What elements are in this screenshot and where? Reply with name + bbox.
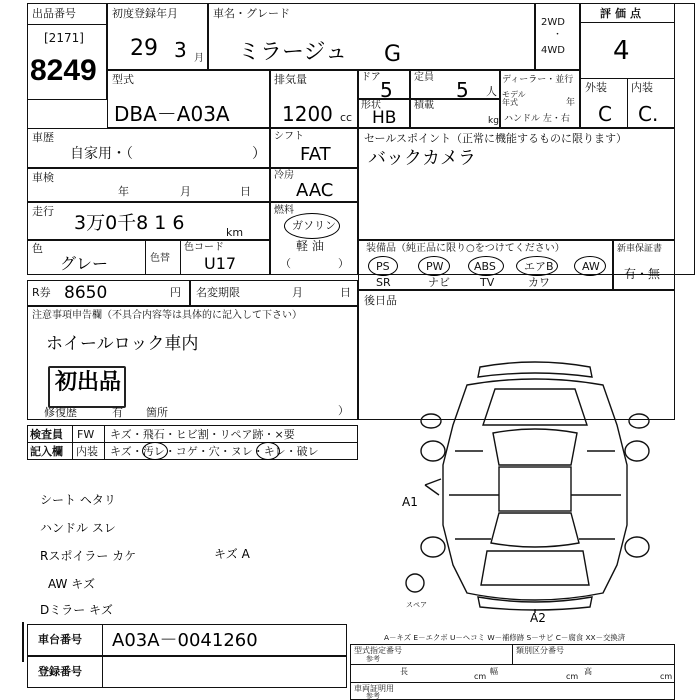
history-value: 自家用・（: [70, 146, 133, 162]
equip-abs: ABS: [474, 260, 496, 273]
equip-pw-circle: [418, 256, 450, 276]
interior-dirt-circle: [142, 442, 168, 460]
rating-label: 評価点: [600, 7, 645, 20]
shape-value: HB: [372, 108, 397, 128]
history-close: ）: [252, 146, 266, 162]
ac-value: AAC: [296, 180, 334, 201]
name-change-day: 日: [340, 286, 351, 299]
lot-ref: [2171]: [44, 31, 84, 45]
warranty-label: 新車保証書: [617, 244, 663, 254]
hw-note-mark: キズ A: [214, 547, 250, 561]
doors-value: 5: [380, 78, 393, 102]
entry-label: 記入欄: [30, 445, 63, 458]
repair-label: 修復歴: [44, 406, 77, 419]
hw-note-3: Rスポイラー カケ: [40, 549, 137, 563]
spec-class-number: 類別区分番号: [516, 646, 564, 655]
selling-points-label: セールスポイント（正常に機能するものに限ります）: [364, 132, 628, 145]
inspection-box: [27, 168, 270, 202]
inspection-label: 車検: [32, 171, 54, 184]
inspector-label: 検査員: [30, 428, 63, 441]
model-value: DBA－A03A: [114, 102, 230, 126]
diagram-spare-label: スペア: [406, 601, 427, 609]
first-reg-month-unit: 月: [194, 53, 204, 64]
ac-label: 冷房: [274, 170, 294, 181]
warranty-value: 有・無: [624, 267, 661, 281]
car-name-value: ミラージュ: [238, 40, 348, 65]
rating-exterior: C: [598, 102, 612, 126]
recycle-unit: 円: [170, 286, 181, 299]
name-change-month: 月: [292, 286, 303, 299]
equip-airbag-circle: [516, 256, 558, 276]
displacement-unit: cc: [340, 111, 353, 124]
rating-interior: C.: [638, 102, 659, 126]
lot-number: 8249: [30, 54, 97, 87]
rating-exterior-label: 外装: [585, 81, 607, 94]
recycle-value: 8650: [64, 283, 108, 303]
color-code: U17: [204, 254, 237, 273]
chassis-label: 車台番号: [38, 633, 82, 646]
car-damage-diagram: [395, 355, 675, 615]
fw-label: FW: [77, 428, 95, 441]
rear-label: 後日品: [364, 294, 397, 307]
color-number-label: 色替: [150, 253, 170, 264]
color-value: グレー: [60, 254, 109, 273]
fuel-diesel: 軽 油: [296, 239, 324, 253]
color-divider-1: [145, 240, 146, 275]
registration-label: 登録番号: [38, 665, 82, 678]
model-year-unit: 年: [566, 98, 576, 108]
recycle-box: [27, 280, 190, 306]
fuel-paren-close: ）: [338, 257, 349, 270]
capacity-unit: 人: [486, 85, 497, 98]
inspector-divider-3: [27, 442, 358, 443]
spec-divider-3: [512, 644, 513, 664]
displacement-label: 排気量: [274, 73, 307, 86]
equip-ps-circle: [368, 256, 398, 276]
fuel-gasoline: ガソリン: [292, 219, 336, 232]
equip-sr: SR: [376, 276, 391, 289]
damage-legend: A－キズ E－エクボ U－ヘコミ W－補修跡 S－サビ C－腐食 XX－交換済: [384, 633, 626, 642]
equip-navi: ナビ: [428, 276, 450, 289]
rating-overall: 4: [613, 36, 630, 66]
capacity-value: 5: [456, 78, 469, 102]
diagram-mark-a1: A1: [402, 495, 418, 509]
spec-vehicle-ref: 参考: [366, 692, 380, 700]
equip-ps: PS: [376, 260, 390, 273]
model-year-label: モデル年式: [502, 90, 526, 107]
color-label: 色: [32, 242, 43, 255]
drive-4wd: 4WD: [541, 45, 565, 56]
selling-points-value: バックカメラ: [368, 148, 476, 169]
spec-width-label: 幅: [490, 667, 498, 676]
name-change-label: 名変期限: [196, 286, 240, 299]
shift-label: シフト: [274, 131, 304, 142]
interior-wet-circle: [256, 442, 280, 460]
history-label: 車歴: [32, 131, 54, 144]
handle-label: ハンドル 左・右: [504, 114, 570, 124]
repair-loc: 箇所: [146, 406, 168, 419]
notes-label: 注意事項申告欄（不具合内容等は具体的に記入して下さい）: [32, 310, 302, 321]
load-label: 積載: [414, 100, 434, 111]
hw-note-4: AW キズ: [48, 577, 95, 591]
spec-length-unit: cm: [474, 672, 487, 681]
mileage-label: 走行: [32, 205, 54, 218]
repair-value: 有: [112, 406, 123, 419]
capacity-label: 定員: [414, 72, 434, 83]
fuel-paren-open: （: [280, 257, 291, 270]
fuel-gasoline-circle: [284, 213, 340, 239]
history-box: [27, 128, 270, 168]
equip-aw: AW: [582, 260, 600, 273]
equip-tv: TV: [480, 276, 495, 289]
fuel-label: 燃料: [274, 205, 294, 216]
chassis-value: A03A－0041260: [112, 630, 258, 651]
first-reg-label: 初度登録年月: [112, 7, 178, 20]
diagram-mark-a2: A2: [530, 611, 546, 625]
spec-length-label: 長: [400, 667, 408, 676]
equipment-label: 装備品（純正品に限り○をつけてください）: [366, 243, 565, 254]
doors-label: ドア: [361, 72, 381, 83]
model-label: 型式: [112, 73, 134, 86]
first-reg-month: 3: [174, 38, 187, 62]
interior-items: キズ・汚レ・コゲ・穴・ヌレ・キレ・破レ: [110, 445, 319, 458]
car-name-label: 車名・グレード: [213, 7, 290, 20]
spec-type-number: 型式指定番号: [354, 646, 402, 655]
equip-airbag: エアB: [524, 260, 554, 273]
rating-interior-label: 内装: [631, 81, 653, 94]
car-grade-value: G: [384, 42, 402, 67]
spec-vehicle-cert: 車両証明用: [354, 684, 394, 693]
recycle-label: R券: [32, 286, 51, 299]
inspection-year: 年: [118, 185, 129, 198]
mileage-value: 3万0千8 1 6: [74, 212, 185, 234]
hw-note-2: ハンドル スレ: [40, 521, 116, 535]
fw-items: キズ・飛石・ヒビ割・リペア跡・×要: [110, 428, 295, 441]
shape-label: 形状: [361, 100, 381, 111]
color-code-label: 色コード: [184, 242, 224, 253]
color-divider-2: [180, 240, 181, 275]
interior-label: 内装: [76, 445, 98, 458]
displacement-value: 1200: [282, 102, 333, 126]
equip-leather: カワ: [528, 276, 550, 289]
rating-divider-1: [580, 22, 675, 23]
mileage-unit: km: [226, 226, 244, 239]
shift-value: FAT: [300, 144, 331, 165]
notes-stamp: 初出品: [55, 370, 122, 395]
dealer-label: ディーラー・並行: [502, 75, 574, 85]
drive-dot: ・: [553, 30, 563, 40]
spec-height-label: 高: [584, 667, 592, 676]
first-reg-year: 29: [130, 36, 158, 61]
notes-line1: ホイールロック車内: [46, 334, 199, 354]
lot-number-label: 出品番号: [32, 7, 76, 20]
inspection-month: 月: [180, 185, 191, 198]
equip-abs-circle: [468, 256, 504, 276]
load-unit: kg: [488, 116, 499, 126]
drive-2wd: 2WD: [541, 17, 565, 28]
notes-bracket: ）: [338, 404, 349, 417]
spec-type-ref: 参考: [366, 655, 380, 663]
lot-divider: [27, 24, 107, 25]
spec-width-unit: cm: [566, 672, 579, 681]
rating-divider-3: [627, 78, 628, 128]
equip-pw: PW: [426, 260, 444, 273]
left-margin-mark: [22, 622, 24, 662]
notes-stamp-frame: [48, 366, 126, 408]
hw-note-1: シート ヘタリ: [40, 493, 116, 507]
spec-divider-2: [350, 682, 675, 683]
equip-aw-circle: [574, 256, 606, 276]
inspection-day: 日: [240, 185, 251, 198]
spec-divider-1: [350, 664, 675, 665]
hw-note-5: Dミラー キズ: [40, 603, 113, 617]
spec-height-unit: cm: [660, 672, 673, 681]
